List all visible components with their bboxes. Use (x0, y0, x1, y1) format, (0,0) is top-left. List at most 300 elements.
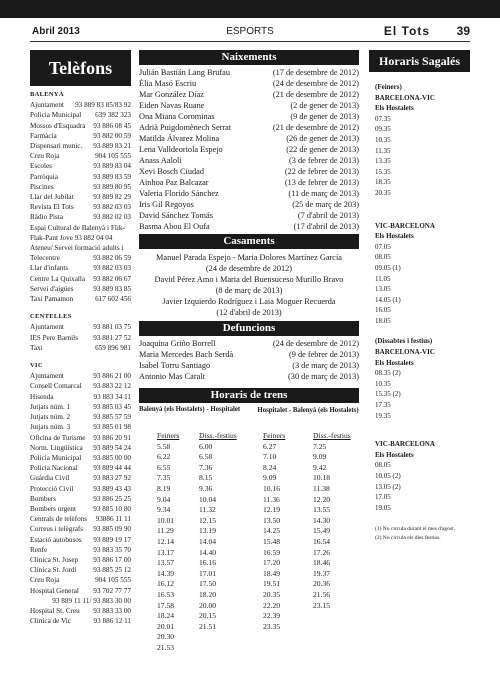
entry-value: 93 885 25 12 (93, 566, 131, 575)
train-time: 5.58 (157, 441, 171, 451)
bus-time: 08.05 (375, 253, 391, 262)
bus-time: 13.05 (2) (375, 482, 401, 491)
train-time: 6.55 (157, 462, 171, 472)
train-time: 12.14 (157, 536, 175, 546)
train-time: 21.53 (157, 642, 175, 652)
naixements-title: Naixements (139, 50, 359, 65)
phone-entry (30, 333, 131, 343)
birth-entry (139, 155, 359, 166)
entry-value: 93 885 01 98 (93, 423, 131, 432)
train-time: 14.39 (157, 568, 175, 578)
birth-entry (139, 89, 359, 100)
vic-heading: VIC (30, 362, 43, 370)
route-bcn-vic-weekend: BARCELONA-VIC (375, 348, 435, 357)
train-time: 18.24 (157, 611, 175, 621)
phone-entry (30, 606, 131, 616)
top-black-bar (0, 0, 500, 18)
death-entry (139, 360, 359, 371)
entry-value: 93 702 77 77 (93, 586, 131, 595)
entry-value: 904 105 555 (95, 576, 131, 585)
entry-value: (13 de febrer de 2013) (284, 178, 359, 187)
entry-name: Farmàcia (30, 131, 57, 140)
phone-entry (30, 322, 131, 332)
entry-value: 617 602 456 (95, 295, 131, 304)
train-time: 18.20 (199, 589, 217, 599)
phone-entry (30, 263, 131, 273)
entry-name: Llar del Jubilat (30, 193, 74, 202)
entry-name: Maria Mercedes Bach Serdà (139, 350, 234, 359)
stop-label: Els Hostalets (375, 232, 414, 241)
entry-name: Ràdio Pista (30, 213, 63, 222)
train-time: 17.26 (313, 547, 331, 557)
train-time: 10.16 (263, 483, 281, 493)
balenya-heading: BALENYÀ (30, 91, 64, 98)
bus-time: 07.35 (375, 114, 391, 123)
train-time: 21.56 (313, 589, 331, 599)
train-time: 22.20 (263, 600, 281, 610)
header-rule (30, 41, 470, 42)
entry-name: Hospital St. Creu (30, 606, 80, 615)
entry-name: Protecció Civil (30, 484, 74, 493)
entry-name: David Sánchez Tomás (139, 211, 213, 220)
entry-value: 93 886 21 00 (93, 372, 131, 381)
entry-value: 93 883 35 70 (93, 545, 131, 554)
wedding-line: (12 d'abril de 2013) (216, 308, 282, 317)
entry-name: Xevi Bosch Ciudad (139, 167, 204, 176)
train-time: 6.22 (157, 452, 171, 462)
entry-name: Creu Roja (30, 152, 60, 161)
entry-value: (22 de gener de 2013) (286, 145, 359, 154)
entry-name: Centre La Quixalla (30, 274, 86, 283)
entry-name: Ajuntament (30, 372, 64, 381)
bus-time: 11.05 (375, 274, 391, 283)
phone-entry (30, 371, 131, 381)
train-left-header: Balenyà (els Hostalets) - Hospitalet (139, 406, 241, 413)
train-time: 23.15 (313, 600, 331, 610)
bus-time: 20.35 (375, 188, 391, 197)
entry-value: 93 882 03 03 (93, 203, 131, 212)
entry-name: Hisenda (30, 392, 54, 401)
entry-value: (3 de febrer de 2013) (288, 156, 359, 165)
entry-name: Renfe (30, 545, 48, 554)
phone-entry (30, 284, 131, 294)
route-vic-bcn: VIC-BARCELONA (375, 221, 435, 230)
bus-time: 16.05 (375, 306, 391, 315)
entry-value: (21 de desembre de 2012) (272, 90, 359, 99)
bus-time: 13.05 (375, 285, 391, 294)
entry-value: (2 de gener de 2013) (290, 101, 359, 110)
phone-entry (30, 433, 131, 443)
train-time: 9.34 (157, 505, 171, 515)
entry-value: 93 885 00 00 (93, 453, 131, 462)
train-col-2 (199, 431, 249, 632)
train-time: 11.29 (157, 526, 174, 536)
birth-entry (139, 133, 359, 144)
entry-name: Estació autobusos (30, 535, 82, 544)
train-time: 17.50 (199, 579, 217, 589)
phone-entry (30, 596, 131, 606)
train-time: 13.50 (263, 515, 281, 525)
train-time: 16.59 (263, 547, 281, 557)
train-time: 9.36 (199, 483, 213, 493)
entry-value: (11 de març de 2013) (288, 189, 359, 198)
phone-entry (30, 402, 131, 412)
entry-value: 93 885 09 90 (93, 525, 131, 534)
train-time: 11.38 (313, 483, 330, 493)
feiners-label: (Feiners) (375, 83, 402, 91)
train-time: 8.19 (157, 483, 171, 493)
train-time: 19.51 (263, 579, 281, 589)
train-time: 13.57 (157, 558, 175, 568)
entry-name: Taxi Pamamon (30, 295, 74, 304)
train-time: 9.09 (313, 452, 327, 462)
entry-name: Policia Municipal (30, 453, 82, 462)
entry-name: Telecentre (30, 254, 60, 263)
train-time: 11.36 (263, 494, 280, 504)
bus-time: 13.35 (375, 157, 391, 166)
phone-entry (30, 473, 131, 483)
wedding-line: Manuel Parada Espejo - Maria Dolores Martínez García (156, 253, 342, 262)
train-time: 9.09 (263, 473, 277, 483)
phone-entry (30, 151, 131, 161)
stop-label: Els Hostalets (375, 450, 414, 459)
vic-rows (30, 371, 131, 626)
phone-entry (30, 274, 131, 284)
train-time: 16.12 (157, 579, 175, 589)
train-time: 23.35 (263, 621, 281, 631)
train-time: 20.01 (157, 621, 175, 631)
footnote-1: (1) No circula durant el mes d'agost. (375, 526, 455, 533)
train-schedule (139, 403, 359, 692)
birth-entry (139, 199, 359, 210)
phone-entry (30, 212, 131, 222)
entry-value: 93 886 17 00 (93, 555, 131, 564)
entry-name: Parròquia (30, 172, 58, 181)
naixements-list (139, 65, 359, 234)
entry-name: Ajuntament (30, 101, 64, 110)
entry-value: 93 882 06 67 (93, 274, 131, 283)
train-time: 7.36 (199, 462, 213, 472)
train-time: 16.54 (313, 536, 331, 546)
train-col-4 (313, 431, 359, 611)
entry-value: 904 105 555 (95, 152, 131, 161)
phone-entry (30, 494, 131, 504)
entry-value: 93 886 20 91 (93, 433, 131, 442)
entry-name: Anass Aaloli (139, 156, 182, 165)
train-time: 10.01 (157, 515, 175, 525)
bus-time: 09.05 (1) (375, 263, 401, 272)
train-time: 20.36 (313, 579, 331, 589)
entry-value: 93 882 02 03 (93, 213, 131, 222)
birth-entry (139, 122, 359, 133)
entry-name: Ona Miana Corominas (139, 112, 215, 121)
phone-entry (30, 100, 131, 110)
train-time: 9.42 (313, 462, 327, 472)
entry-value: (21 de desembre de 2012) (272, 123, 359, 132)
entry-value: 93 883 22 12 (93, 382, 131, 391)
train-time: 7.25 (313, 441, 327, 451)
train-time: 18.49 (263, 568, 281, 578)
death-entry (139, 349, 359, 360)
entry-name: Jutjats núm. 1 (30, 402, 71, 411)
birth-entry (139, 78, 359, 89)
train-time: 12.19 (263, 505, 281, 515)
phone-entry (30, 172, 131, 182)
train-time: 19.37 (313, 568, 331, 578)
entry-value: (17 de desembre de 2012) (272, 68, 359, 77)
bus-time: 10.05 (2) (375, 472, 401, 480)
train-time: 6.27 (263, 441, 277, 451)
train-time: 22.39 (263, 611, 281, 621)
train-col-header: Diss.-festius (313, 431, 351, 440)
trens-title: Horaris de trens (139, 388, 359, 403)
dissabtes-label: (Dissabtes i festius) (375, 337, 433, 346)
entry-name: Hospital General (30, 586, 79, 595)
phone-entry (30, 422, 131, 432)
bus-time: 07.05 (375, 242, 391, 251)
entry-value: (24 de desembre de 2012) (272, 79, 359, 88)
train-time: 6.58 (199, 452, 213, 462)
entry-name: Centrals de telèfons (30, 515, 88, 524)
phone-entry (30, 141, 131, 151)
phone-entry (30, 514, 131, 524)
entry-name: Iris Gil Regoyos (139, 200, 194, 209)
train-time: 15.48 (263, 536, 281, 546)
train-time: 16.16 (199, 558, 217, 568)
route-bcn-vic: BARCELONA-VIC (375, 93, 435, 102)
entry-name: Bombers (30, 494, 56, 503)
train-time: 13.17 (157, 547, 175, 557)
phone-entry (30, 565, 131, 575)
stop-label: Els Hostalets (375, 104, 414, 113)
train-time: 12.20 (313, 494, 331, 504)
train-time: 17.20 (263, 558, 281, 568)
entry-value: (3 de març de 2013) (292, 361, 359, 370)
train-col-header: Feiners (157, 431, 180, 440)
ateneu-entry: Ateneu/ Servei formació adults i (30, 244, 124, 253)
train-time: 14.25 (263, 526, 281, 536)
entry-name: Ajuntament (30, 323, 64, 332)
wedding-line: David Pérez Amo i Maria del Buensuceso Murillo Bravo (154, 275, 344, 284)
train-col-3 (263, 431, 303, 632)
balenya-rows (30, 100, 131, 222)
birth-entry (139, 100, 359, 111)
entry-value: 93886 11 11 (95, 515, 131, 524)
train-time: 18.46 (313, 558, 331, 568)
espai-cultural-entry: Espai Cultural de Balenyà i Flik-Flak-Pant Jove 93 882 04 04 (30, 223, 125, 242)
entry-value: 93 889 80 95 (93, 182, 131, 191)
entry-name: Correus i telègrafs (30, 525, 84, 534)
phone-entry (30, 524, 131, 534)
entry-name: Eiden Navas Ruane (139, 101, 205, 110)
bus-time: 18.05 (375, 316, 391, 325)
entry-name: Mar González Díaz (139, 90, 204, 99)
entry-value: (9 de gener de 2013) (290, 112, 359, 121)
phone-entry (30, 545, 131, 555)
stop-label: Els Hostalets (375, 358, 414, 367)
entry-value: 93 886 12 11 (93, 617, 131, 626)
casaments-title: Casaments (139, 234, 359, 249)
train-time: 7.10 (263, 452, 277, 462)
death-entry (139, 371, 359, 382)
entry-name: Matilda Álvarez Molina (139, 134, 220, 143)
entry-name: Julián Bastián Lang Brufau (139, 68, 231, 77)
section-name: ESPORTS (226, 26, 274, 37)
bus-time: 17.05 (375, 493, 391, 502)
train-time: 10.04 (199, 494, 217, 504)
phone-entry (30, 453, 131, 463)
entry-value: 93 885 57 59 (93, 413, 131, 422)
birth-entry (139, 221, 359, 232)
entry-value: 93 883 34 11 (93, 392, 131, 401)
entry-name: Piscines (30, 182, 54, 191)
entry-value: 93 886 08 45 (93, 121, 131, 130)
entry-value: 93 889 11 11/ 93 883 30 00 (52, 596, 131, 605)
train-time: 20.15 (199, 611, 217, 621)
entry-name: Isabel Torru Santiago (139, 361, 211, 370)
entry-name: Antonio Mas Caralt (139, 372, 205, 381)
entry-value: 93 885 10 80 (93, 504, 131, 513)
entry-value: 93 889 44 44 (93, 464, 131, 473)
defuncions-list (139, 336, 359, 384)
entry-name: Creu Roja (30, 576, 60, 585)
entry-value: 93 883 27 92 (93, 474, 131, 483)
bus-time: 10.35 (375, 379, 391, 388)
phone-entry (30, 202, 131, 212)
birth-entry (139, 67, 359, 78)
bus-time: 09.35 (375, 125, 391, 134)
wedding-line: (24 de desembre de 2012) (205, 264, 293, 273)
entry-value: 93 889 54 24 (93, 443, 131, 452)
entry-value: (22 de febrer de 2013) (284, 167, 359, 176)
wedding-line: (8 de març de 2013) (215, 286, 283, 295)
entry-value: 93 889 43 43 (93, 484, 131, 493)
birth-entry (139, 210, 359, 221)
train-time: 17.01 (199, 568, 217, 578)
page-number: 39 (456, 24, 470, 38)
entry-value: 93 883 33 00 (93, 606, 131, 615)
entry-name: Revista El Tots (30, 203, 74, 212)
train-time: 13.19 (199, 526, 217, 536)
bus-time: 19.05 (375, 503, 391, 512)
entry-value: (24 de desembre de 2012) (272, 339, 359, 348)
entry-name: Basma Abou El Oufa (139, 222, 210, 231)
entry-value: 93 889 83 21 (93, 142, 131, 151)
bus-time: 14.05 (1) (375, 295, 401, 304)
entry-name: Consell Comarcal (30, 382, 82, 391)
entry-name: Policia Municipal (30, 111, 82, 120)
entry-value: 93 889 83 85/83 92 (75, 101, 131, 110)
entry-name: Èlia Masó Escriu (139, 79, 197, 88)
entry-name: Dispensari munic. (30, 142, 83, 151)
bus-time: 18.35 (375, 178, 391, 187)
magazine-name: El Tots (383, 24, 430, 38)
entry-name: Policia Nacional (30, 464, 78, 473)
train-time: 16.53 (157, 589, 175, 599)
bus-time: 11.35 (375, 146, 391, 155)
entry-value: 93 882 03 03 (93, 264, 131, 273)
phone-entry (30, 616, 131, 626)
telefons-list (30, 90, 131, 626)
casaments-list (139, 249, 359, 321)
entry-name: Guàrdia Civil (30, 474, 70, 483)
entry-value: (26 de gener de 2013) (286, 134, 359, 143)
page-header (30, 24, 470, 40)
entry-name: Ainhoa Paz Balcazar (139, 178, 209, 187)
phone-entry (30, 182, 131, 192)
entry-name: Norm. Lingüística (30, 443, 83, 452)
train-time: 20.30 (157, 632, 175, 642)
birth-entry (139, 111, 359, 122)
entry-name: Jutjats núm. 2 (30, 413, 71, 422)
train-time: 9.04 (157, 494, 171, 504)
bus-time: 08.35 (2) (375, 369, 401, 378)
entry-value: 93 889 83 04 (93, 162, 131, 171)
bus-time: 08.05 (375, 461, 391, 470)
train-right-header: Hospitalet - Balenyà (els Hostalets) (257, 407, 359, 414)
phone-entry (30, 535, 131, 545)
sagales-column (369, 50, 470, 543)
train-col-header: Feiners (263, 431, 286, 440)
phone-entry (30, 161, 131, 171)
phone-entry (30, 343, 131, 353)
train-time: 7.35 (157, 473, 171, 483)
phone-entry (30, 392, 131, 402)
phone-entry (30, 121, 131, 131)
entry-value: (9 de febrer de 2013) (288, 350, 359, 359)
bus-time: 15.35 (2) (375, 390, 401, 399)
entry-name: Valeria Florido Sánchez (139, 189, 219, 198)
entry-value: 93 889 83 85 (93, 284, 131, 293)
train-time: 10.18 (313, 473, 331, 483)
train-time: 15.49 (313, 526, 331, 536)
entry-name: Adrià Puigdomènech Serrat (139, 123, 232, 132)
entry-name: Joaquina Griño Borrell (139, 339, 216, 348)
entry-value: 93 881 03 75 (93, 323, 131, 332)
train-time: 20.35 (263, 589, 281, 599)
train-time: 17.58 (157, 600, 175, 610)
phone-entry (30, 110, 131, 120)
entry-name: Taxi (30, 343, 43, 352)
telefons-title: Telèfons (30, 50, 131, 86)
train-time: 21.51 (199, 621, 217, 631)
sagales-schedule (369, 72, 470, 543)
phone-entry (30, 555, 131, 565)
entry-name: Jutjats núm. 3 (30, 423, 71, 432)
train-time: 20.00 (199, 600, 217, 610)
phone-entry (30, 463, 131, 473)
entry-name: Escoles (30, 162, 52, 171)
centelles-rows (30, 322, 131, 353)
birth-entry (139, 188, 359, 199)
train-time: 11.32 (199, 505, 216, 515)
phone-entry (30, 504, 131, 514)
entry-value: 93 889 19 17 (93, 535, 131, 544)
center-column (139, 50, 359, 692)
train-time: 14.40 (199, 547, 217, 557)
train-col-1 (157, 431, 197, 653)
train-time: 8.15 (199, 473, 213, 483)
entry-value: 659 896 981 (95, 343, 131, 352)
entry-name: Clínica St. Jordi (30, 566, 77, 575)
entry-name: Mossos d'Esquadra (30, 121, 86, 130)
train-time: 14.04 (199, 536, 217, 546)
bus-time: 19.35 (375, 411, 391, 420)
entry-name: Oficina de Turisme (30, 433, 86, 442)
phone-entry (30, 586, 131, 596)
entry-value: (7 d'abril de 2013) (297, 211, 359, 220)
phone-entry (30, 131, 131, 141)
